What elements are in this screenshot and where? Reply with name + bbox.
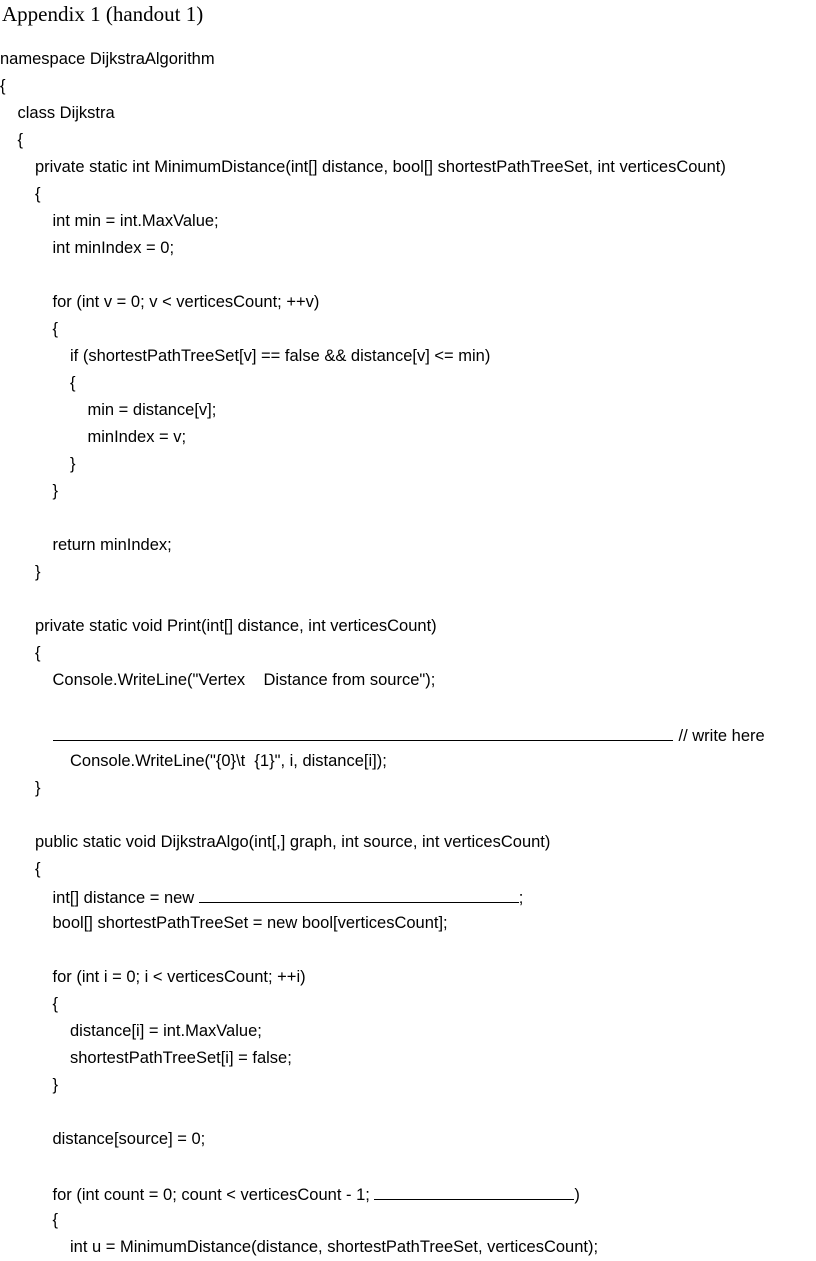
code-text: Console.WriteLine("Vertex Distance from source"); <box>52 671 436 689</box>
code-line <box>0 451 765 478</box>
code-line <box>0 424 765 451</box>
code-line <box>0 829 765 856</box>
code-line <box>0 235 765 262</box>
code-text: int min = int.MaxValue; <box>52 212 219 230</box>
code-text: private static void Print(int[] distance, int verticesCount) <box>35 617 437 635</box>
code-text: distance[source] = 0; <box>52 1130 206 1148</box>
code-text: { <box>35 185 41 203</box>
code-line <box>0 613 765 640</box>
code-line <box>0 1099 765 1126</box>
code-line <box>0 1045 765 1072</box>
code-line <box>0 1072 765 1099</box>
code-text: for (int i = 0; i < verticesCount; ++i) <box>52 968 306 986</box>
code-text: class Dijkstra <box>17 104 115 122</box>
code-line <box>0 154 765 181</box>
code-line <box>0 748 765 775</box>
code-line <box>0 127 765 154</box>
code-text: { <box>52 995 59 1013</box>
code-line <box>0 1207 765 1234</box>
code-line <box>0 667 765 694</box>
code-line <box>0 775 765 802</box>
code-line <box>0 1180 765 1207</box>
code-text-after: ; <box>518 889 524 907</box>
code-line <box>0 694 765 721</box>
code-listing <box>0 46 765 1261</box>
code-line <box>0 991 765 1018</box>
code-line <box>0 73 765 100</box>
fill-in-blank <box>374 1180 574 1200</box>
code-text: for (int v = 0; v < verticesCount; ++v) <box>52 293 320 311</box>
code-text: private static int MinimumDistance(int[] distance, bool[] shortestPathTreeSet, int verticesCount) <box>35 158 726 176</box>
code-line <box>0 937 765 964</box>
code-line <box>0 370 765 397</box>
code-line <box>0 883 765 910</box>
code-line <box>0 640 765 667</box>
code-text: shortestPathTreeSet[i] = false; <box>70 1049 292 1067</box>
code-text: min = distance[v]; <box>87 401 217 419</box>
appendix-title: Appendix 1 (handout 1) <box>2 2 204 26</box>
code-text: } <box>52 1076 59 1094</box>
write-here-comment: // write here <box>678 727 765 745</box>
code-line <box>0 1018 765 1045</box>
code-line <box>0 586 765 613</box>
fill-in-blank <box>199 883 519 903</box>
code-text: } <box>35 779 41 797</box>
code-line <box>0 262 765 289</box>
code-line <box>0 397 765 424</box>
code-text: Console.WriteLine("{0}\t {1}", i, distance[i]); <box>70 752 387 770</box>
code-line <box>0 289 765 316</box>
code-line <box>0 100 765 127</box>
code-line <box>0 721 765 748</box>
code-line <box>0 802 765 829</box>
code-line <box>0 856 765 883</box>
code-text: int minIndex = 0; <box>52 239 175 257</box>
fill-in-blank <box>53 721 673 741</box>
code-line <box>0 1126 765 1153</box>
code-line <box>0 208 765 235</box>
code-line <box>0 343 765 370</box>
code-text: { <box>70 374 76 392</box>
code-text: } <box>52 482 59 500</box>
code-line <box>0 46 765 73</box>
code-text: { <box>17 131 24 149</box>
code-line <box>0 559 765 586</box>
code-text: { <box>52 320 59 338</box>
code-text: { <box>52 1211 59 1229</box>
code-line <box>0 1234 765 1261</box>
code-text: public static void DijkstraAlgo(int[,] graph, int source, int verticesCount) <box>35 833 551 851</box>
code-text: } <box>70 455 76 473</box>
code-text: namespace DijkstraAlgorithm <box>0 50 215 68</box>
code-text: int[] distance = new <box>52 889 199 907</box>
code-text: minIndex = v; <box>87 428 187 446</box>
code-line <box>0 181 765 208</box>
code-text: return minIndex; <box>52 536 172 554</box>
code-text: } <box>35 563 41 581</box>
code-text: if (shortestPathTreeSet[v] == false && distance[v] <= min) <box>70 347 491 365</box>
code-line <box>0 910 765 937</box>
code-text: distance[i] = int.MaxValue; <box>70 1022 262 1040</box>
code-text: bool[] shortestPathTreeSet = new bool[verticesCount]; <box>52 914 448 932</box>
code-text-after: ) <box>574 1186 580 1204</box>
code-text: { <box>35 644 41 662</box>
code-text: for (int count = 0; count < verticesCount - 1; <box>52 1186 375 1204</box>
code-text: { <box>35 860 41 878</box>
code-text: int u = MinimumDistance(distance, shortestPathTreeSet, verticesCount); <box>70 1238 599 1256</box>
code-line <box>0 478 765 505</box>
code-line <box>0 316 765 343</box>
code-line <box>0 1153 765 1180</box>
code-text: { <box>0 77 6 95</box>
code-line <box>0 964 765 991</box>
code-line <box>0 532 765 559</box>
code-line <box>0 505 765 532</box>
